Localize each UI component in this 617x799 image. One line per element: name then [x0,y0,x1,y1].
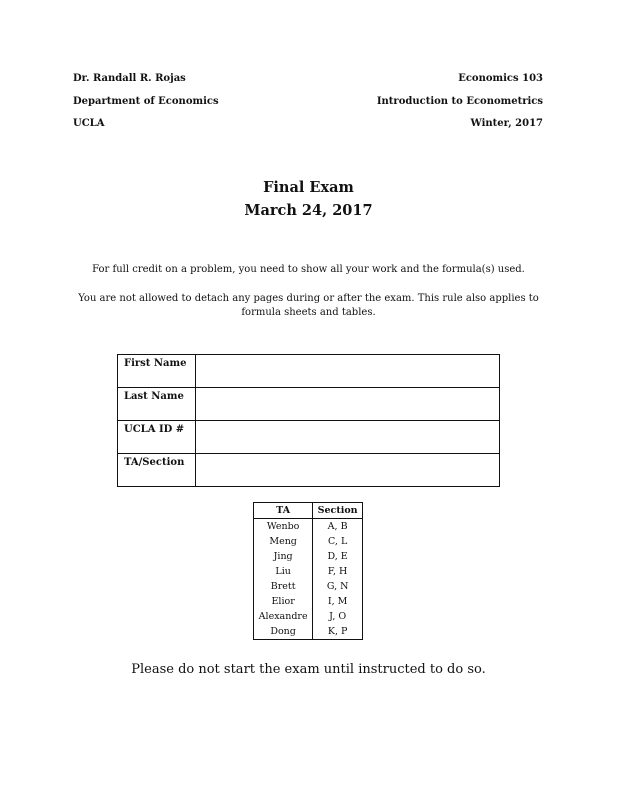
info-row-ucla-id [118,421,500,454]
university: UCLA [73,118,105,129]
instructor-name: Dr. Randall R. Rojas [73,73,186,84]
ta-name: Dong [254,624,313,640]
ta-name: Brett [254,579,313,594]
table-row [254,564,363,579]
section-code: A, B [327,521,348,532]
section-code: F, H [327,566,348,577]
ta-name: Wenbo [254,519,313,535]
section-code: I, M [327,596,348,607]
ta-name: Elior [254,594,313,609]
exam-title: Final Exam [263,179,354,196]
section-code: C, L [327,536,348,547]
term: Winter, 2017 [470,118,543,129]
department: Department of Economics [73,96,219,107]
ta-header: TA [254,503,313,519]
table-row [254,609,363,624]
section-header: Section [313,503,363,519]
section-code: K, P [327,626,348,637]
info-row-first-name [118,355,500,388]
ta-name: Alexandre [254,609,313,624]
ta-section-field[interactable] [196,454,500,487]
ucla-id-label: UCLA ID # [118,421,196,454]
course-title: Introduction to Econometrics [376,96,543,107]
section-code: J, O [329,611,347,622]
first-name-label: First Name [118,355,196,388]
table-row [254,549,363,564]
ta-name: Jing [254,549,313,564]
table-row [254,519,363,535]
first-name-field[interactable] [196,355,500,388]
instruction-credit: For full credit on a problem, you need to show all your work and the formula(s) used. [92,264,525,275]
course-number: Economics 103 [458,73,543,84]
last-name-field[interactable] [196,388,500,421]
last-name-label: Last Name [118,388,196,421]
exam-date: March 24, 2017 [244,202,373,219]
ta-name: Meng [254,534,313,549]
ta-section-table [253,502,363,640]
instruction-detach: You are not allowed to detach any pages during or after the exam. This rule also applies to formula sheets and tables. [78,293,539,318]
info-row-ta-section [118,454,500,487]
info-row-last-name [118,388,500,421]
ta-name: Liu [254,564,313,579]
table-row [254,624,363,640]
ta-table-header [254,503,363,519]
section-code: D, E [327,551,348,562]
start-instruction: Please do not start the exam until instructed to do so. [131,662,486,677]
section-code: G, N [326,581,349,592]
table-row [254,534,363,549]
student-info-table [117,354,500,487]
table-row [254,594,363,609]
table-row [254,579,363,594]
ta-section-label: TA/Section [118,454,196,487]
ucla-id-field[interactable] [196,421,500,454]
